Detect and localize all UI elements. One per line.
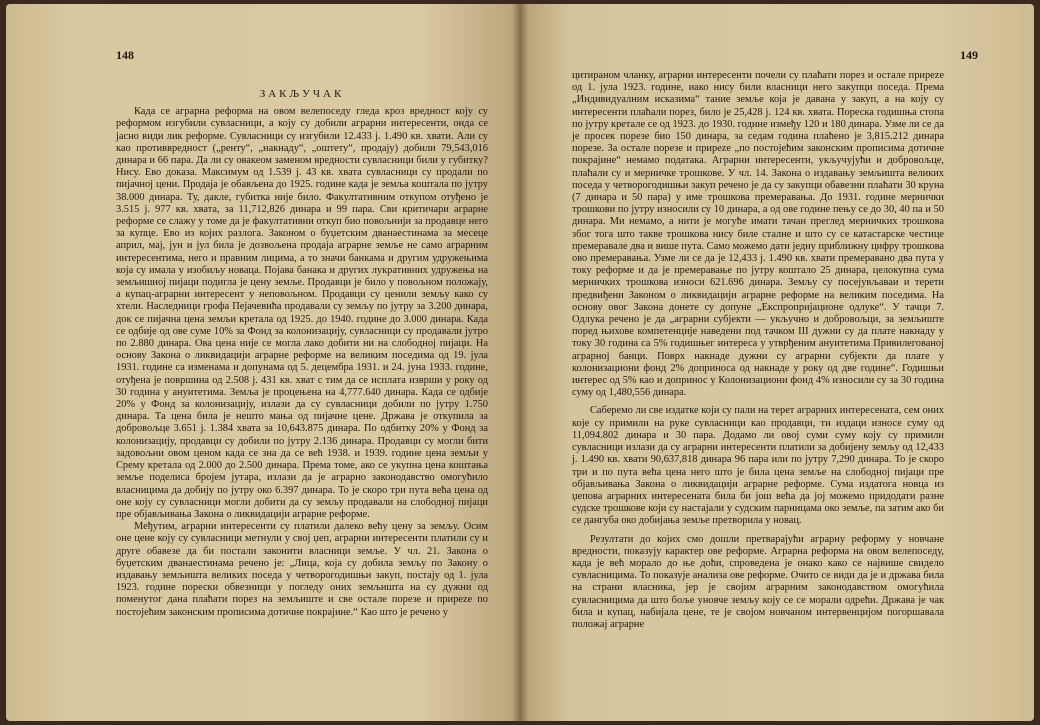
right-paragraph-3: Резултати до којих смо дошли претварајући аграрну реформу у новчане вредности, показују карактер ове реформе. Аграрна реформа на овом велепоседу, када је већ морало до ње доћи, спроведена је онако како се највише свидело сувласницима. То показује анализа ове реформе. Очито се види да је и држава била на страни власника, јер је својим аграрним законодавством омогућила сувласницима да што боље уновче земљу коју се се морали одрећи. Држава је чак била и купац, набијала цене, те је својом новчаном интервенцијом погоршавала положај аграрне bbox=[572, 533, 944, 630]
page-number-left: 148 bbox=[116, 48, 134, 62]
left-paragraph-1: Када се аграрна реформа на овом велепоседу гледа кроз вредност коју су реформом изгубили сувласници, а коју су добили аграрни интересенти, онда се јасно види лик реформе. Сувласници су изгубили 12.433 ј. 1.490 кв. хвати. Али су као противвредност („ренту“, „накнаду“, „оштету“, продају) добили 79,543,016 динара и 66 пара. Да ли су овакеом заменом вредности сувласници били у губитку? Нису. Ево доказа. Максимум од 1.539 ј. 43 кв. хвата сувласници су продали по пијачној цени. Продаја је обављена до 1925. године када је земља коштала по јутру 38.000 динара. Ту, дакле, губитка није било. Факултативним откупом отуђено је 3.515 ј. 977 кв. хвата, за 11,712,826 динара и 99 пара. Сви критичари аграрне реформе се слажу у томе да је факултативни откуп био повољнији за продавце него за купце. Ево из којих разлога. Законом о буџетским дванаестинама за месеце април, мај, јун и јул била је дозвољена продаја аграрне земље не само аграрним интересентима, него и правним лицима, а то значи банкама и другим удружењима која су имала у изобиљу новаца. Појава банака и других лукративних удружења на земљишној пијаци подигла је цену земље. Продавци је било у повољном положају, а купац-аграрни интересент у неповољном. Продавци су ценили земљу како су хтели. Наследници грофа Пејачевића продавали су земљу по јутру за 3.200 динара, док се пијачна цена земљи кретала од 1925. до 1940. године до 3.000 динара. Када се одбије од ове суме 10% за Фонд за колонизацију, сувласници су продавали јутро по 2.880 динара. Ова цена није се могла лако добити ни на слободној пијаци. На основу Закона о ликвидацији аграрне реформе на великим поседима од 19. јула 1931. године са изменама и допунама од 5. децембра 1931. и 24. јуна 1933. године, отуђена је површина од 2.508 ј. 431 кв. хват с тим да се исплата изврши у року од 30 година у ануитетима. Земља је процењена на 4,777.640 динара. Када се одбије 20% у Фонд за колонизацију, излази да су сувласници добили по јутру 1.750 динара. Та цена била је нешто мања од пијачне цене. Држава је откупила за добровољце 3.651 ј. 1.384 хвата за 10,643.875 динара. По одбитку 20% у Фонд за колонизацију, продавци су добили по јутру 2.136 динара. Продавци су могли бити задовољни овом ценом када се зна да се већ 1938. и 1939. године цена земљи у Срему кретала од 2.000 до 2.500 динара. Према томе, ако се укупна цена коштања земље поделисa бројем јутара, излази да је аграрно законодавство омогућило власницима да добију по јутру око 6.397 динара. То је скоро три пута већа цена од оне коју су сувласници могли добити да су земљу продавали на слободној пијаци пре објављивања Закона о ликвидацији аграрне реформе. bbox=[116, 106, 488, 520]
left-page-text bbox=[116, 88, 488, 619]
right-paragraph-2: Саберемо ли све издатке који су пали на терет аграрних интересената, сем оних које су примили на руке сувласници као продавци, ти издаци износе суму од 11,094.802 динара и 30 пара. Додамо ли овој суми суму коју су примили сувласници излази да су аграрни интересенти платили за добијену земљу од 12,433 ј. 1.490 кв. хвати 90,637,818 динара 96 пара или по јутру 7,290 динара. То је скоро три и по пута већа цена него што је била цена земље на слободној пијаци пре објављивања Закона о ликвидацији аграрне реформе. Сума издатога новца из џепова аграрних интересената била би још већа да јој можемо придодати разне судске трошкове који су настајали у судским парницама око земље, па затим ако би се дангуба око добијања земље претворила у новац. bbox=[572, 405, 944, 527]
right-page bbox=[520, 4, 1034, 721]
page-number-right: 149 bbox=[960, 48, 978, 62]
book-spread bbox=[6, 4, 1034, 721]
book-gutter bbox=[512, 4, 528, 721]
right-paragraph-1: цитираном чланку, аграрни интересенти почели су плаћати порез и остале приреze од 1. јула 1923. године, иако нису били власници него закупци поседа. Према „Индивидуалним исказима“ тание земље која је давана у закуп, а на коју су интересенти плаћали порез, било је 25,428 ј. 124 кв. хвата. Пореска годишња стопа по јутру кретале се од 1923. до 1930. године између 120 и 180 динара. Узме ли се да је просек порезе био 150 динара, за седам година плаћено је 3,815.212 динара порезе. За остале порезе и приреze „по постојећим законским прописима дотичне покрајине“ немамо података. Аграрни интересенти, укључујући и добровољце, плаћали су и мерничке трошкове. У чл. 14. Закона о издавању земљишта великих поседа у четворогодишњи закуп речено је да су закупци обавезни плаћати 30 круна (7 динара и 50 пара) у име трошкова премеравања. До 1931. године мернички трошкови по јутру износили су 10 динара, а од ове године пењу се до 30, 40 па и 50 динара. Ми немамо, а нити је могуће имати тачан преглед мерничких трошкова због тога што такве трошкова нису биле сталне и што су се катастарске честице премеравале два и више пута. Само можемо дати једну приближну цифру трошкова ово премеравања. Узме ли се да је 12,433 ј. 1.490 кв. хвати премеравано два пута у току реформе и да је премеравање по јутру коштало 25 динара, целокупна сума мерничких трошкова износи 621.696 динара. Земљу су посејувљаваи и терети предвиђени Законом о ликвидацији аграрне реформе на великим поседима. На основу овог Закона донете су допуне „Експропријационе одлуке“. У тачци 7. Одлука речено је да „аграрни субјекти — укључно и добровољци, за земљиште поред њихове компетенције наведени под тачком III дужни су да плате накнаду у току 30 година са 5% годишњег интереса у утврђеним ануитетима Привилегованој аграрној банци. Поврх накнаде дужни су аграрни субјекти да плате у колонизациони фонд 2% доприноса од накнаде у року од две године“. Годишњи интерес од 5% као и допринос у Колонизациони фонд 4% износили су за 30 година суму од 1,480,556 динара. bbox=[572, 70, 944, 399]
left-paragraph-2: Међутим, аграрни интересенти су платили далеко већу цену за земљу. Осим оне цене коју су сувласници метнули у свој џеп, аграрни интересенти платили су и друге обавезе да би постали законити власници земље. У чл. 21. Закона о буџетским дванаестинама речено је: „Лица, која су добила земљу по Закону о издавању земљишта великих поседа у четворогодишњи закуп, постају од 1. јула 1923. године порески обвезници у погледу оних земљишта на су дужни од поменутог дана плаћати порез на земљиште и све остале порезе и приреze по постојећим законским прописима дотичне покрајине.“ Као што је речено у bbox=[116, 521, 488, 618]
left-page bbox=[6, 4, 520, 721]
right-page-text bbox=[572, 70, 944, 631]
chapter-heading: ЗАКЉУЧАК bbox=[259, 88, 345, 100]
